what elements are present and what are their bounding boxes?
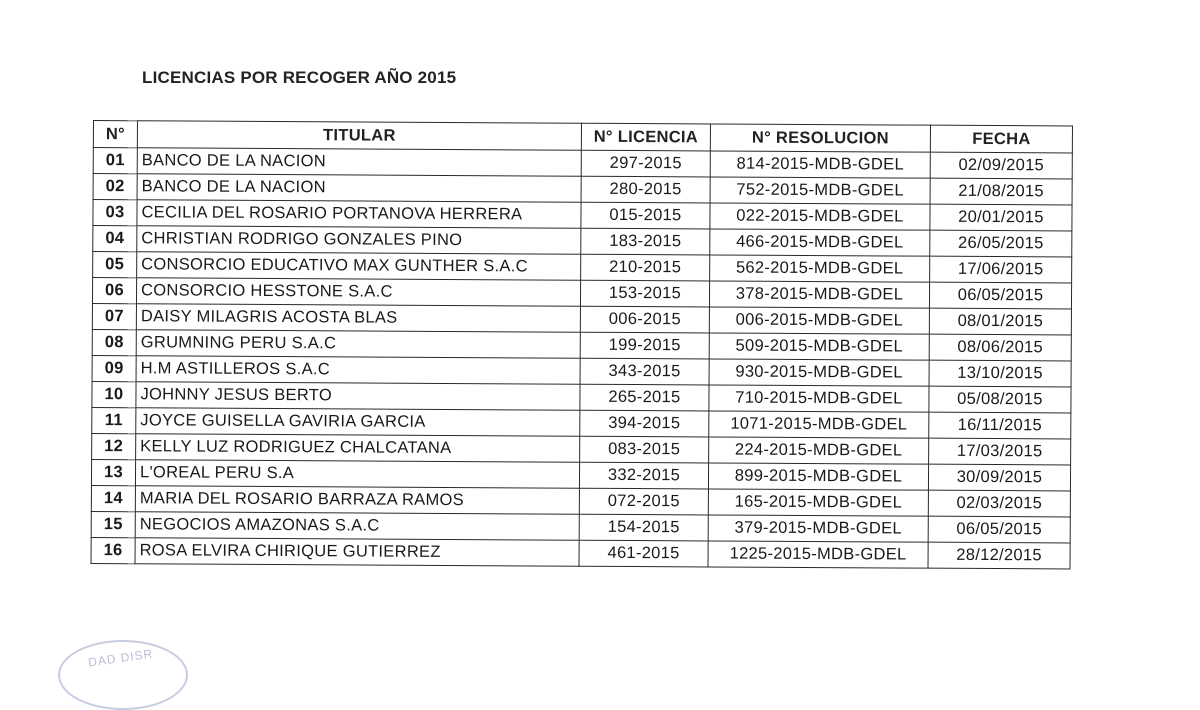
cell-titular: NEGOCIOS AMAZONAS S.A.C <box>135 512 579 540</box>
cell-resolucion: 710-2015-MDB-GDEL <box>709 385 929 412</box>
cell-licencia: 332-2015 <box>579 462 708 489</box>
cell-resolucion: 165-2015-MDB-GDEL <box>708 489 928 516</box>
header-titular: TITULAR <box>137 121 581 150</box>
cell-resolucion: 509-2015-MDB-GDEL <box>709 333 929 360</box>
cell-resolucion: 378-2015-MDB-GDEL <box>709 281 929 308</box>
cell-num: 09 <box>92 355 136 381</box>
cell-titular: ROSA ELVIRA CHIRIQUE GUTIERREZ <box>135 538 579 566</box>
cell-fecha: 08/06/2015 <box>929 334 1071 361</box>
cell-titular: BANCO DE LA NACION <box>137 148 581 176</box>
cell-fecha: 30/09/2015 <box>928 464 1070 491</box>
cell-resolucion: 814-2015-MDB-GDEL <box>710 151 930 178</box>
cell-fecha: 20/01/2015 <box>930 204 1072 231</box>
header-num: N° <box>93 121 137 148</box>
cell-num: 10 <box>92 381 136 407</box>
cell-num: 13 <box>91 459 135 485</box>
cell-num: 08 <box>92 329 136 355</box>
cell-licencia: 153-2015 <box>580 280 709 307</box>
cell-num: 03 <box>93 200 137 226</box>
cell-titular: JOHNNY JESUS BERTO <box>136 382 580 410</box>
cell-titular: GRUMNING PERU S.A.C <box>136 330 580 358</box>
cell-resolucion: 022-2015-MDB-GDEL <box>710 203 930 230</box>
cell-licencia: 461-2015 <box>579 540 708 567</box>
cell-resolucion: 899-2015-MDB-GDEL <box>708 463 928 490</box>
cell-num: 06 <box>92 278 136 304</box>
table-row <box>91 537 1070 568</box>
cell-num: 16 <box>91 537 135 563</box>
cell-licencia: 006-2015 <box>580 306 709 333</box>
cell-resolucion: 930-2015-MDB-GDEL <box>709 359 929 386</box>
cell-resolucion: 466-2015-MDB-GDEL <box>710 229 930 256</box>
cell-resolucion: 379-2015-MDB-GDEL <box>708 515 928 542</box>
cell-licencia: 280-2015 <box>581 176 710 203</box>
cell-fecha: 06/05/2015 <box>929 282 1071 309</box>
cell-licencia: 072-2015 <box>579 488 708 515</box>
cell-num: 01 <box>93 148 137 174</box>
cell-fecha: 16/11/2015 <box>929 412 1071 439</box>
cell-resolucion: 006-2015-MDB-GDEL <box>709 307 929 334</box>
cell-num: 07 <box>92 303 136 329</box>
cell-num: 04 <box>93 226 137 252</box>
cell-fecha: 06/05/2015 <box>928 516 1070 543</box>
cell-licencia: 394-2015 <box>580 410 709 437</box>
cell-titular: L'OREAL PERU S.A <box>135 460 579 488</box>
cell-titular: CHRISTIAN RODRIGO GONZALES PINO <box>137 226 581 254</box>
cell-titular: BANCO DE LA NACION <box>137 174 581 202</box>
cell-titular: JOYCE GUISELLA GAVIRIA GARCIA <box>136 408 580 436</box>
header-resolucion: N° RESOLUCION <box>710 124 930 152</box>
cell-licencia: 297-2015 <box>581 150 710 177</box>
document-title: LICENCIAS POR RECOGER AÑO 2015 <box>142 68 457 87</box>
cell-titular: CECILIA DEL ROSARIO PORTANOVA HERRERA <box>137 200 581 228</box>
cell-resolucion: 1071-2015-MDB-GDEL <box>709 411 929 438</box>
header-licencia: N° LICENCIA <box>581 123 710 151</box>
cell-fecha: 02/03/2015 <box>928 490 1070 517</box>
cell-fecha: 02/09/2015 <box>930 152 1072 179</box>
cell-titular: KELLY LUZ RODRIGUEZ CHALCATANA <box>136 434 580 462</box>
licenses-table <box>91 120 1073 569</box>
cell-licencia: 210-2015 <box>581 254 710 281</box>
cell-fecha: 13/10/2015 <box>929 360 1071 387</box>
cell-num: 14 <box>91 485 135 511</box>
cell-titular: MARIA DEL ROSARIO BARRAZA RAMOS <box>135 486 579 514</box>
cell-licencia: 183-2015 <box>581 228 710 255</box>
cell-fecha: 26/05/2015 <box>930 230 1072 257</box>
cell-licencia: 265-2015 <box>580 384 709 411</box>
cell-fecha: 17/03/2015 <box>929 438 1071 465</box>
cell-num: 11 <box>92 407 136 433</box>
cell-licencia: 343-2015 <box>580 358 709 385</box>
cell-titular: CONSORCIO EDUCATIVO MAX GUNTHER S.A.C <box>137 252 581 280</box>
cell-licencia: 015-2015 <box>581 202 710 229</box>
cell-fecha: 05/08/2015 <box>929 386 1071 413</box>
cell-resolucion: 752-2015-MDB-GDEL <box>710 177 930 204</box>
cell-fecha: 21/08/2015 <box>930 178 1072 205</box>
cell-titular: H.M ASTILLEROS S.A.C <box>136 356 580 384</box>
cell-resolucion: 1225-2015-MDB-GDEL <box>708 541 928 568</box>
cell-resolucion: 224-2015-MDB-GDEL <box>709 437 929 464</box>
cell-fecha: 28/12/2015 <box>928 542 1070 569</box>
cell-num: 15 <box>91 511 135 537</box>
cell-resolucion: 562-2015-MDB-GDEL <box>710 255 930 282</box>
cell-num: 05 <box>93 252 137 278</box>
cell-licencia: 154-2015 <box>579 514 708 541</box>
cell-licencia: 199-2015 <box>580 332 709 359</box>
table-body <box>91 148 1072 569</box>
cell-titular: CONSORCIO HESSTONE S.A.C <box>136 278 580 306</box>
cell-titular: DAISY MILAGRIS ACOSTA BLAS <box>136 304 580 332</box>
cell-num: 02 <box>93 174 137 200</box>
cell-licencia: 083-2015 <box>580 436 709 463</box>
cell-fecha: 08/01/2015 <box>929 308 1071 335</box>
header-fecha: FECHA <box>930 125 1072 153</box>
cell-num: 12 <box>92 433 136 459</box>
stamp-text: DAD DISR <box>87 646 154 670</box>
cell-fecha: 17/06/2015 <box>930 256 1072 283</box>
